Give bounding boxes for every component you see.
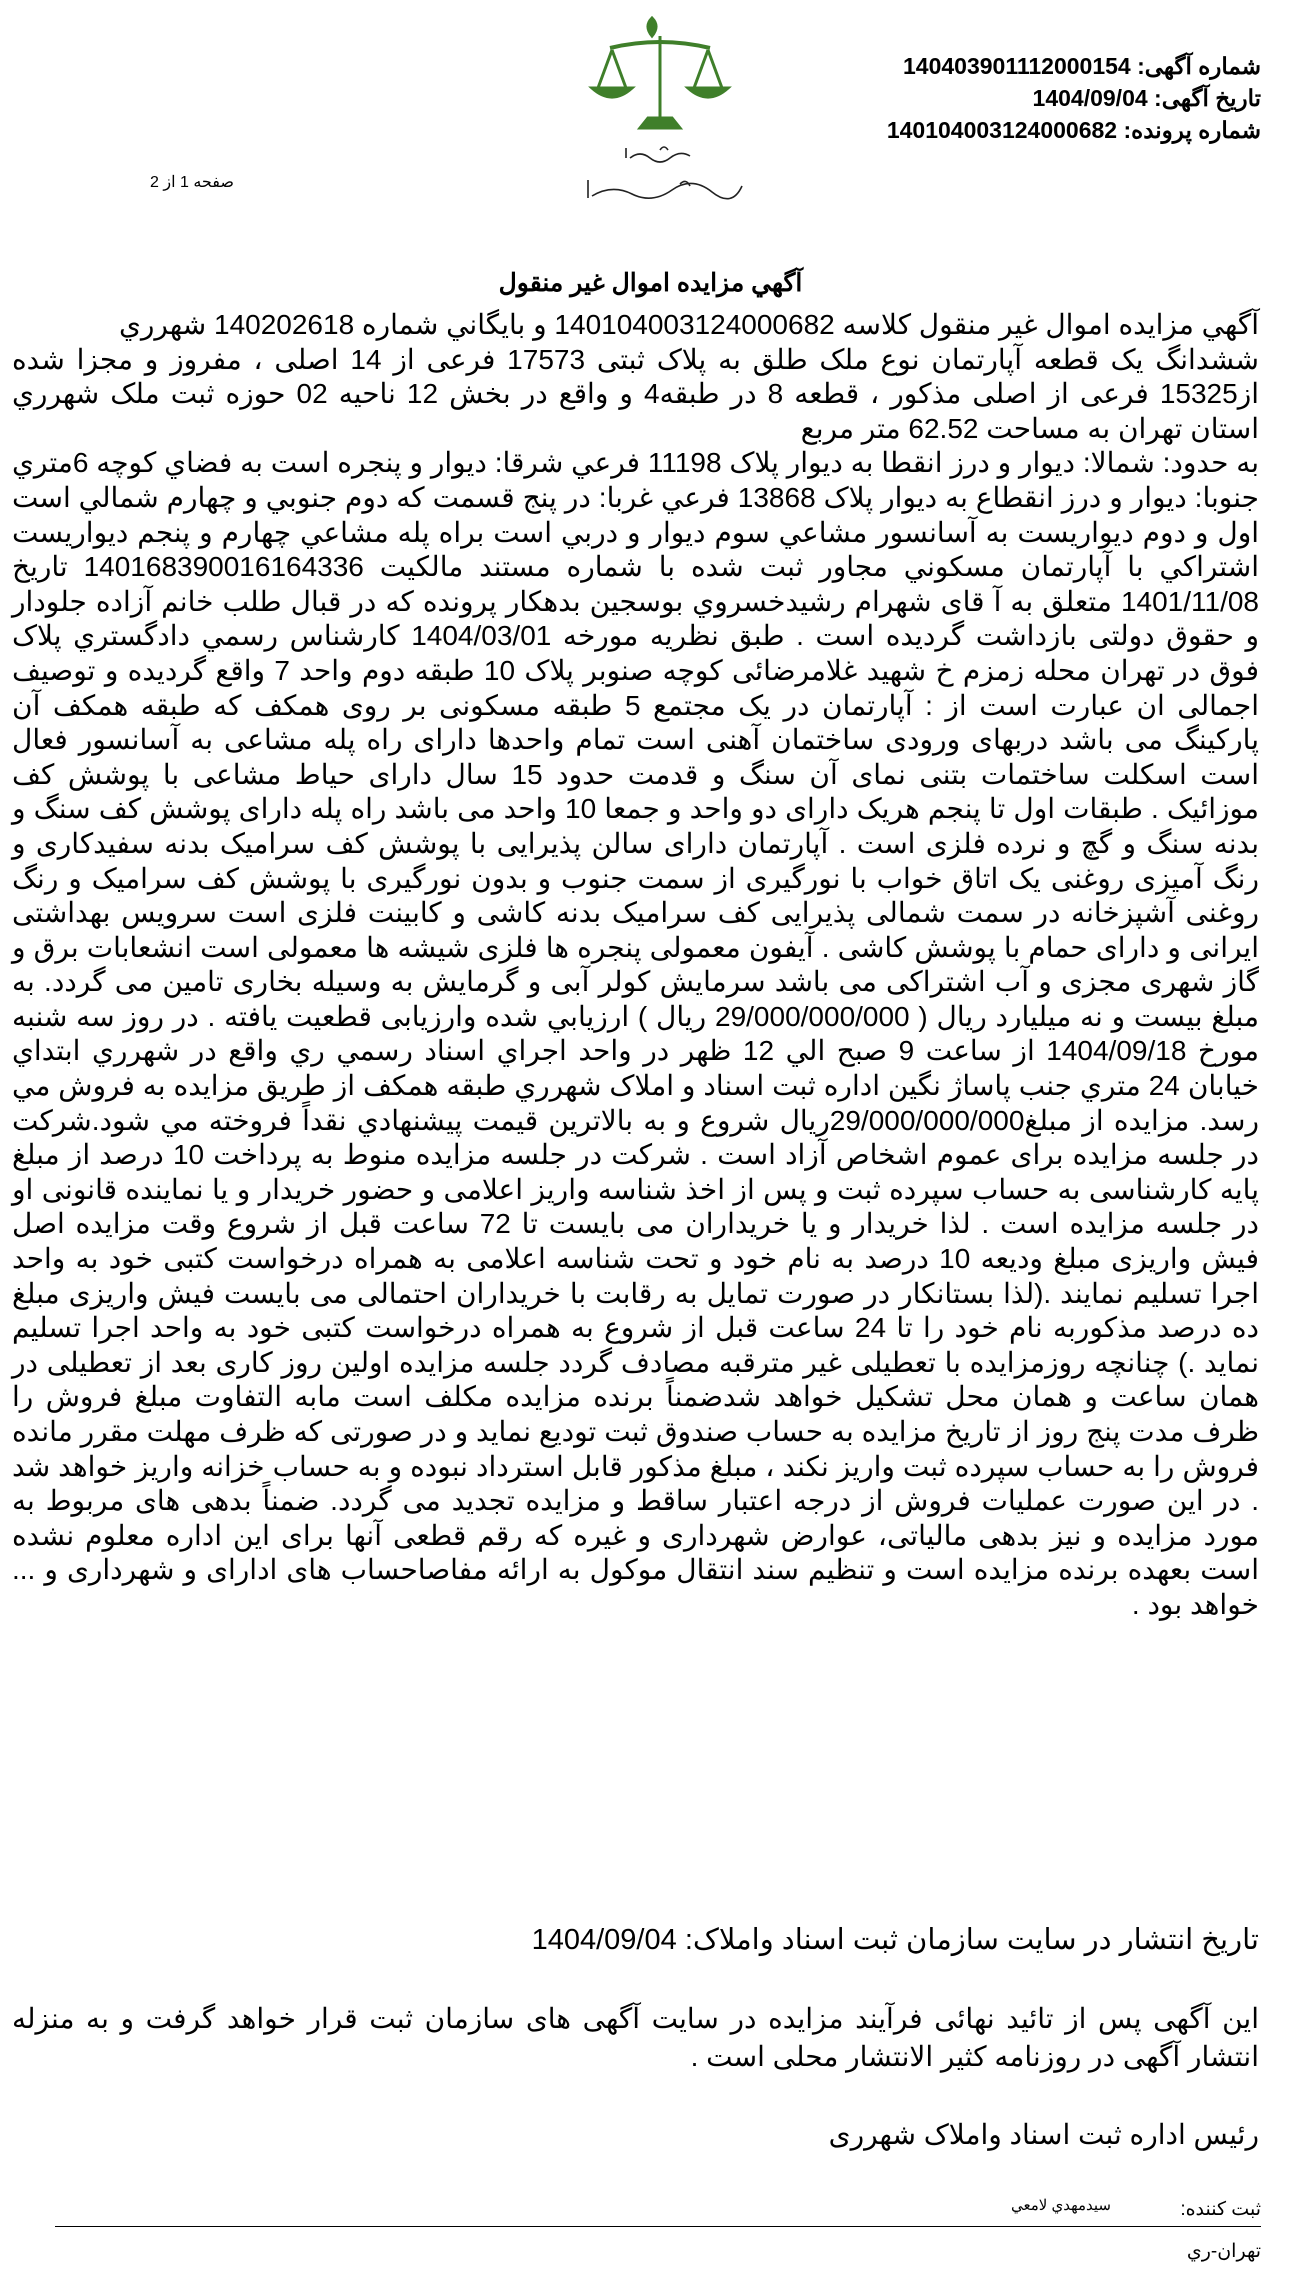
- footer-divider: [55, 2226, 1261, 2227]
- registrar-label: ثبت كننده:: [1180, 2199, 1261, 2220]
- property-description: ششدانگ يک قطعه آپارتمان نوع ملک طلق به پلاک ثبتی 17573 فرعی از 14 اصلی ، مفروز و مجزا شده از15325 فرعی از اصلی مذکور ، قطعه 8 در طبقه4 و واقع در بخش 12 ناحيه 02 حوزه ثبت ملک شهرري استان تهران به مساحت 62.52 متر مربع: [12, 343, 1260, 444]
- publish-date: تاريخ انتشار در سايت سازمان ثبت اسناد واملاک: 1404/09/04: [531, 1924, 1259, 1956]
- page-number: صفحه 1 از 2: [150, 174, 234, 191]
- scales-of-justice-icon: [540, 8, 780, 208]
- auction-details: به حدود: شمالا: ديوار و درز انقطا به ديوار پلاک 11198 فرعي شرقا: ديوار و پنجره است به فضاي كوچه 6متري جنوبا: ديوار و درز انقطاع به ديوار پلاک 13868 فرعي غربا: در پنج قسمت كه دوم جنوبي و چهارم شمالي است اول و دوم ديواريست به آسانسور مشاعي سوم ديوار و دربي است براه پله مشاعي چهارم و پنجم ديواريست اشتراكي با آپارتمان مسكوني مجاور ثبت شده با شماره مستند مالكيت 140168390016164336 تاريخ 1401/11/08 متعلق به آ قای شهرام رشيدخسروي بوسجين بدهكار پرونده كه در قبال طلب خانم آزاده جلودار و حقوق دولتی بازداشت گرديده است . طبق نظريه مورخه 1404/03/01 كارشناس رسمي دادگستري پلاک فوق در تهران محله زمزم خ شهيد غلامرضائی كوچه صنوبر پلاک 10 طبقه دوم واحد 7 واقع گرديده و توصيف اجمالی ان عبارت است از : آپارتمان در يک مجتمع 5 طبقه مسكونی بر روی همكف كه طبقه همكف آن پاركينگ می باشد دربهای ورودی ساختمان آهنی است تمام واحدها دارای راه پله مشاعی به آسانسور فعال است اسكلت ساختمات بتنی نمای آن سنگ و قدمت حدود 15 سال دارای حياط مشاعی با پوشش كف موزائيک . طبقات اول تا پنجم هريک دارای دو واحد و جمعا 10 واحد می باشد راه پله دارای پوشش كف سنگ و بدنه سنگ و گچ و نرده فلزی است . آپارتمان دارای سالن پذيرايی با پوشش كف سراميک بدنه سفيدكاری و رنگ آميزی روغنی يک اتاق خواب با نورگيری از سمت جنوب و بدون نورگيری با پوشش كف سراميک و رنگ روغنی آشپزخانه در سمت شمالی پذيرايی كف سراميک بدنه كاشی و كابينت فلزی است سرويس بهداشتی ايرانی و دارای حمام با پوشش كاشی . آيفون معمولی پنجره ها فلزی شيشه ها معمولی است انشعابات برق و گاز شهری مجزی و آب اشتراكی می باشد سرمايش كولر آبی و گرمايش به وسيله بخاری تامين می گردد. به مبلغ بيست و نه ميليارد ريال ( 29/000/000/000 ريال ) ارزيابي شده وارزيابی قطعيت يافته . در روز سه شنبه مورخ 1404/09/18 از ساعت 9 صبح الي 12 ظهر در واحد اجراي اسناد رسمي ري واقع در شهرري ابتداي خيابان 24 متري جنب پاساژ نگين اداره ثبت اسناد و املاک شهرري طبقه همكف از طريق مزايده به فروش مي رسد. مزايده از مبلغ29/000/000/000ريال شروع و به بالاترين قيمت پيشنهادي نقداً فروخته مي شود.شركت در جلسه مزايده برای عموم اشخاص آزاد است . شركت در جلسه مزايده منوط به پرداخت 10 درصد از مبلغ پايه كارشناسی به حساب سپرده ثبت و پس از اخذ شناسه واريز اعلامی و حضور خريدار و يا نماينده قانونی او در جلسه مزايده است . لذا خريدار و يا خريداران می بايست تا 72 ساعت قبل از شروع وقت مزايده اصل فيش واريزی مبلغ وديعه 10 درصد به نام خود و تحت شناسه اعلامی به همراه درخواست كتبی خود به واحد اجرا تسليم نمايند .(لذا بستانكار در صورت تمايل به رقابت با خريداران احتمالی می بايست فيش واريزی مبلغ ده درصد مذكوربه نام خود را تا 24 ساعت قبل از شروع به همراه درخواست كتبی خود به واحد اجرا تسليم نمايد .) چنانچه روزمزايده با تعطيلی غير مترقبه مصادف گردد جلسه مزايده اولين روز كاری بعد از تعطيلی در همان ساعت و همان محل تشكيل خواهد شدضمناً برنده مزايده مكلف است مابه التفاوت مبلغ فروش را ظرف مدت پنج روز از تاريخ مزايده به حساب صندوق ثبت توديع نمايد و در صورتی كه ظرف مهلت مقرر مانده فروش را به حساب سپرده ثبت واريز نكند ، مبلغ مذكور قابل استرداد نبوده و به حساب خزانه واريز خواهد شد . در اين صورت عمليات فروش از درجه اعتبار ساقط و مزايده تجديد می گردد. ضمناً بدهی های مربوط به مورد مزايده و نيز بدهی مالياتی، عوارض شهرداری و غيره كه رقم قطعی آنها برای اين اداره معلوم نشده است بعهده برنده مزايده است و تنظيم سند انتقال موكول به ارائه مفاصاحساب های ادارای و شهرداری و ... خواهد بود .: [12, 447, 1260, 1620]
- footer: [55, 2196, 1261, 2286]
- publication-note: اين آگهی پس از تائيد نهائی فرآيند مزايده در سايت آگهی های سازمان ثبت قرار خواهد گرفت و به منزله انتشار آگهی در روزنامه كثير الانتشار محلی است .: [12, 2003, 1259, 2072]
- notice-number: شماره آگهی: 140403901112000154: [902, 53, 1261, 79]
- document-title: آگهي مزايده اموال غير منقول: [498, 269, 803, 297]
- case-reference: آگهي مزايده اموال غير منقول كلاسه 140104003124000682 و بايگاني شماره 140202618 شهرري: [118, 309, 1259, 340]
- signer-title: رئيس اداره ثبت اسناد واملاک شهرری: [828, 2119, 1259, 2150]
- notice-date: تاریخ آگهی: 1404/09/04: [1032, 85, 1261, 111]
- city-label: تهران-ري: [1186, 2241, 1261, 2262]
- notice-body: [12, 308, 1259, 1623]
- file-number: شماره پرونده: 140104003124000682: [886, 117, 1261, 143]
- judiciary-logo: [540, 8, 780, 208]
- registrar-name: سيدمهدي لامعي: [1010, 2197, 1111, 2214]
- header-meta: [701, 50, 1261, 146]
